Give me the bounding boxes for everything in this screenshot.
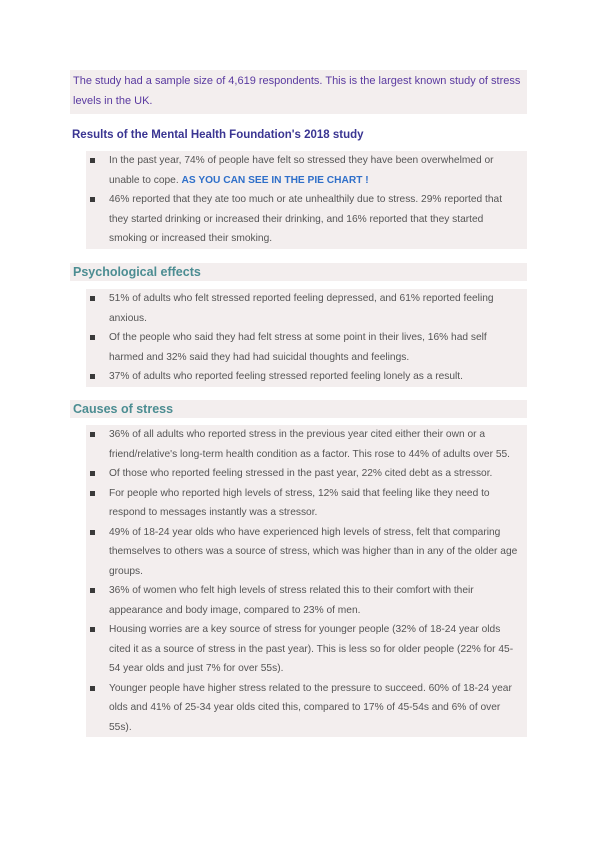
- causes-heading: Causes of stress: [70, 400, 527, 418]
- square-bullet-icon: [90, 432, 95, 437]
- list-item: [86, 367, 527, 387]
- results-list: [86, 151, 527, 249]
- square-bullet-icon: [90, 335, 95, 340]
- list-item-text: In the past year, 74% of people have felt so stressed they have been overwhelmed or unable to cope.: [109, 155, 494, 186]
- square-bullet-icon: [90, 530, 95, 535]
- list-item: [86, 328, 527, 367]
- list-item-text: 46% reported that they ate too much or ate unhealthily due to stress. 29% reported that they started drinking or increased their drinking, and 16% reported that they started smoking or increased their smoking.: [109, 194, 503, 244]
- list-item: [86, 151, 527, 190]
- list-item-text: 36% of women who felt high levels of stress related this to their comfort with their appearance and body image, compared to 23% of men.: [109, 585, 474, 616]
- list-item: [86, 484, 527, 523]
- square-bullet-icon: [90, 197, 95, 202]
- list-item: [86, 523, 527, 582]
- causes-list: [86, 425, 527, 737]
- square-bullet-icon: [90, 686, 95, 691]
- square-bullet-icon: [90, 588, 95, 593]
- square-bullet-icon: [90, 491, 95, 496]
- list-item-text: 49% of 18-24 year olds who have experienced high levels of stress, felt that comparing themselves to others was a source of stress, which was higher than in any of the older age groups.: [109, 526, 518, 577]
- pie-chart-highlight: AS YOU CAN SEE IN THE PIE CHART !: [181, 174, 369, 186]
- list-item-text: For people who reported high levels of stress, 12% said that feeling like they need to respond to messages instantly was a stressor.: [109, 487, 490, 518]
- psychological-heading: Psychological effects: [70, 263, 527, 281]
- list-item: [86, 620, 527, 679]
- list-item: [86, 464, 527, 484]
- list-item: [86, 581, 527, 620]
- list-item-text: Housing worries are a key source of stress for younger people (32% of 18-24 year olds cited it as a source of stress in the past year). This is less so for older people (22% for 45-54 year olds and just 7% for over 55s).: [109, 624, 514, 674]
- square-bullet-icon: [90, 471, 95, 476]
- intro-paragraph: The study had a sample size of 4,619 respondents. This is the largest known study of stress levels in the UK.: [70, 70, 527, 114]
- list-item-text: 51% of adults who felt stressed reported feeling depressed, and 61% reported feeling anxious.: [109, 293, 494, 324]
- psychological-list: [86, 289, 527, 387]
- square-bullet-icon: [90, 158, 95, 163]
- list-item-text: Younger people have higher stress related to the pressure to succeed. 60% of 18-24 year olds and 41% of 25-34 year olds cited this, compared to 17% of 45-54s and 6% of over 55s).: [109, 682, 512, 733]
- list-item-text: Of those who reported feeling stressed in the past year, 22% cited debt as a stressor.: [109, 468, 493, 479]
- list-item: [86, 289, 527, 328]
- square-bullet-icon: [90, 374, 95, 379]
- list-item: [86, 679, 527, 738]
- list-item: [86, 190, 527, 249]
- list-item-text: Of the people who said they had felt stress at some point in their lives, 16% had self harmed and 32% said they had had suicidal thoughts and feelings.: [109, 332, 487, 363]
- square-bullet-icon: [90, 296, 95, 301]
- list-item-text: 36% of all adults who reported stress in the previous year cited either their own or a friend/relative's long-term health condition as a factor. This rose to 44% of adults over 55.: [109, 429, 510, 460]
- list-item-text: 37% of adults who reported feeling stressed reported feeling lonely as a result.: [109, 371, 463, 382]
- list-item: [86, 425, 527, 464]
- results-heading: Results of the Mental Health Foundation's 2018 study: [72, 129, 364, 141]
- square-bullet-icon: [90, 627, 95, 632]
